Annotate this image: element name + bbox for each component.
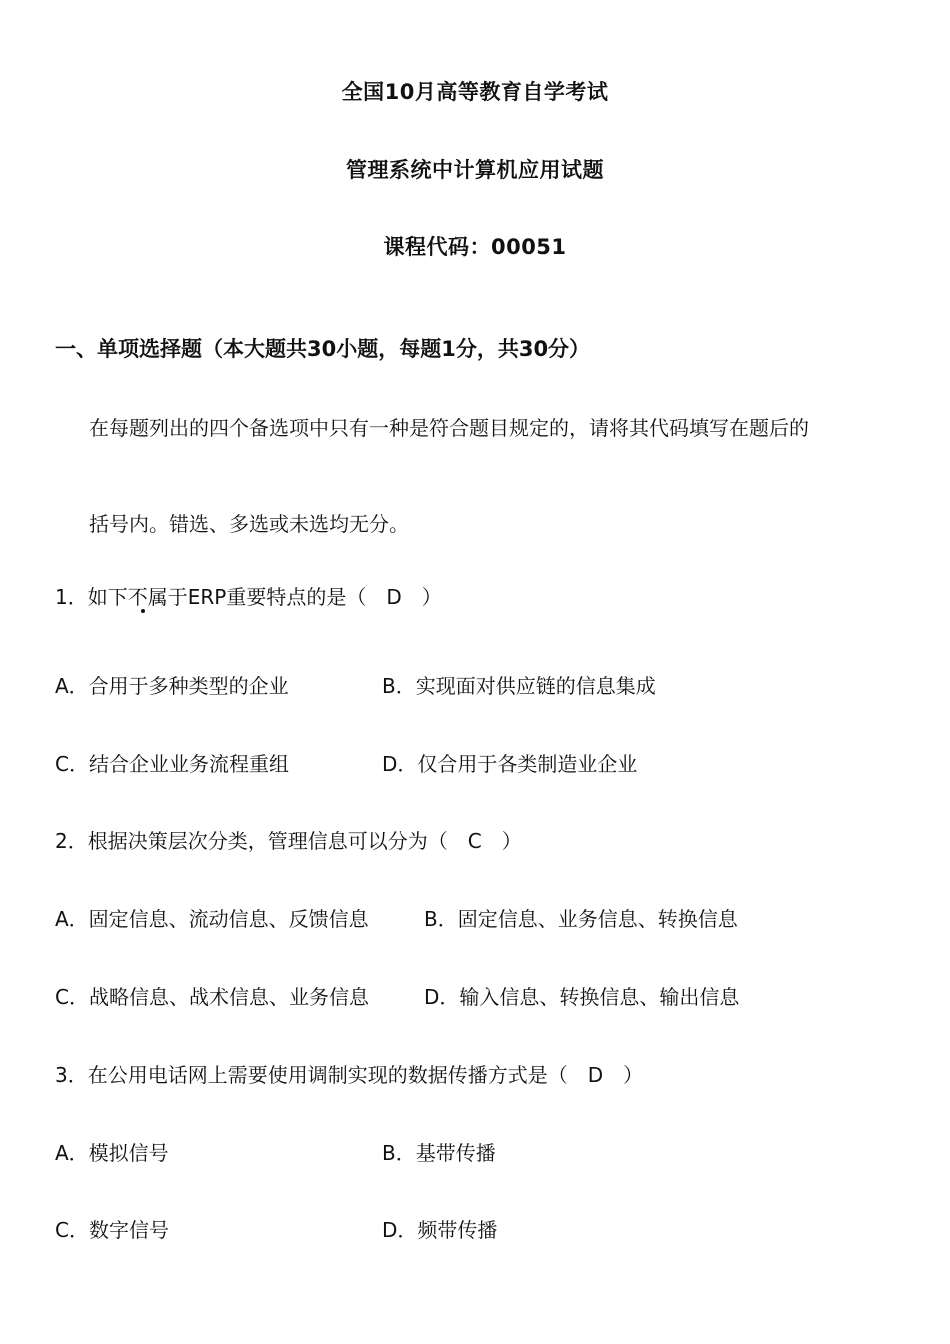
paper-title: 管理系统中计算机应用试题	[346, 158, 604, 182]
section-heading: 一、单项选择题（本大题共30小题，每题1分，共30分）	[55, 337, 591, 361]
question-3-option-c: C．数字信号	[55, 1218, 169, 1242]
question-2-option-c: C．战略信息、战术信息、业务信息	[55, 985, 369, 1009]
course-code: 课程代码：00051	[383, 235, 567, 259]
exam-title: 全国10月高等教育自学考试	[341, 80, 609, 104]
question-3-option-a: A．模拟信号	[55, 1141, 169, 1165]
question-1-stem: 1．如下不属于ERP重要特点的是（ D ）	[55, 585, 442, 609]
question-3-stem: 3．在公用电话网上需要使用调制实现的数据传播方式是（ D ）	[55, 1063, 644, 1087]
question-1-option-a: A．合用于多种类型的企业	[55, 674, 289, 698]
question-1-option-b: B．实现面对供应链的信息集成	[382, 674, 656, 698]
instruction-line-1: 在每题列出的四个备选项中只有一种是符合题目规定的，请将其代码填写在题后的	[89, 416, 809, 440]
emphasis-dot	[141, 609, 145, 613]
question-2-option-a: A．固定信息、流动信息、反馈信息	[55, 907, 369, 931]
question-1-option-c: C．结合企业业务流程重组	[55, 752, 289, 776]
question-2-option-b: B．固定信息、业务信息、转换信息	[424, 907, 738, 931]
question-3-option-d: D．频带传播	[382, 1218, 498, 1242]
question-3-option-b: B．基带传播	[382, 1141, 496, 1165]
question-2-option-d: D．输入信息、转换信息、输出信息	[424, 985, 740, 1009]
instruction-line-2: 括号内。错选、多选或未选均无分。	[89, 512, 409, 536]
question-1-option-d: D．仅合用于各类制造业企业	[382, 752, 638, 776]
question-2-stem: 2．根据决策层次分类，管理信息可以分为（ C ）	[55, 829, 522, 853]
